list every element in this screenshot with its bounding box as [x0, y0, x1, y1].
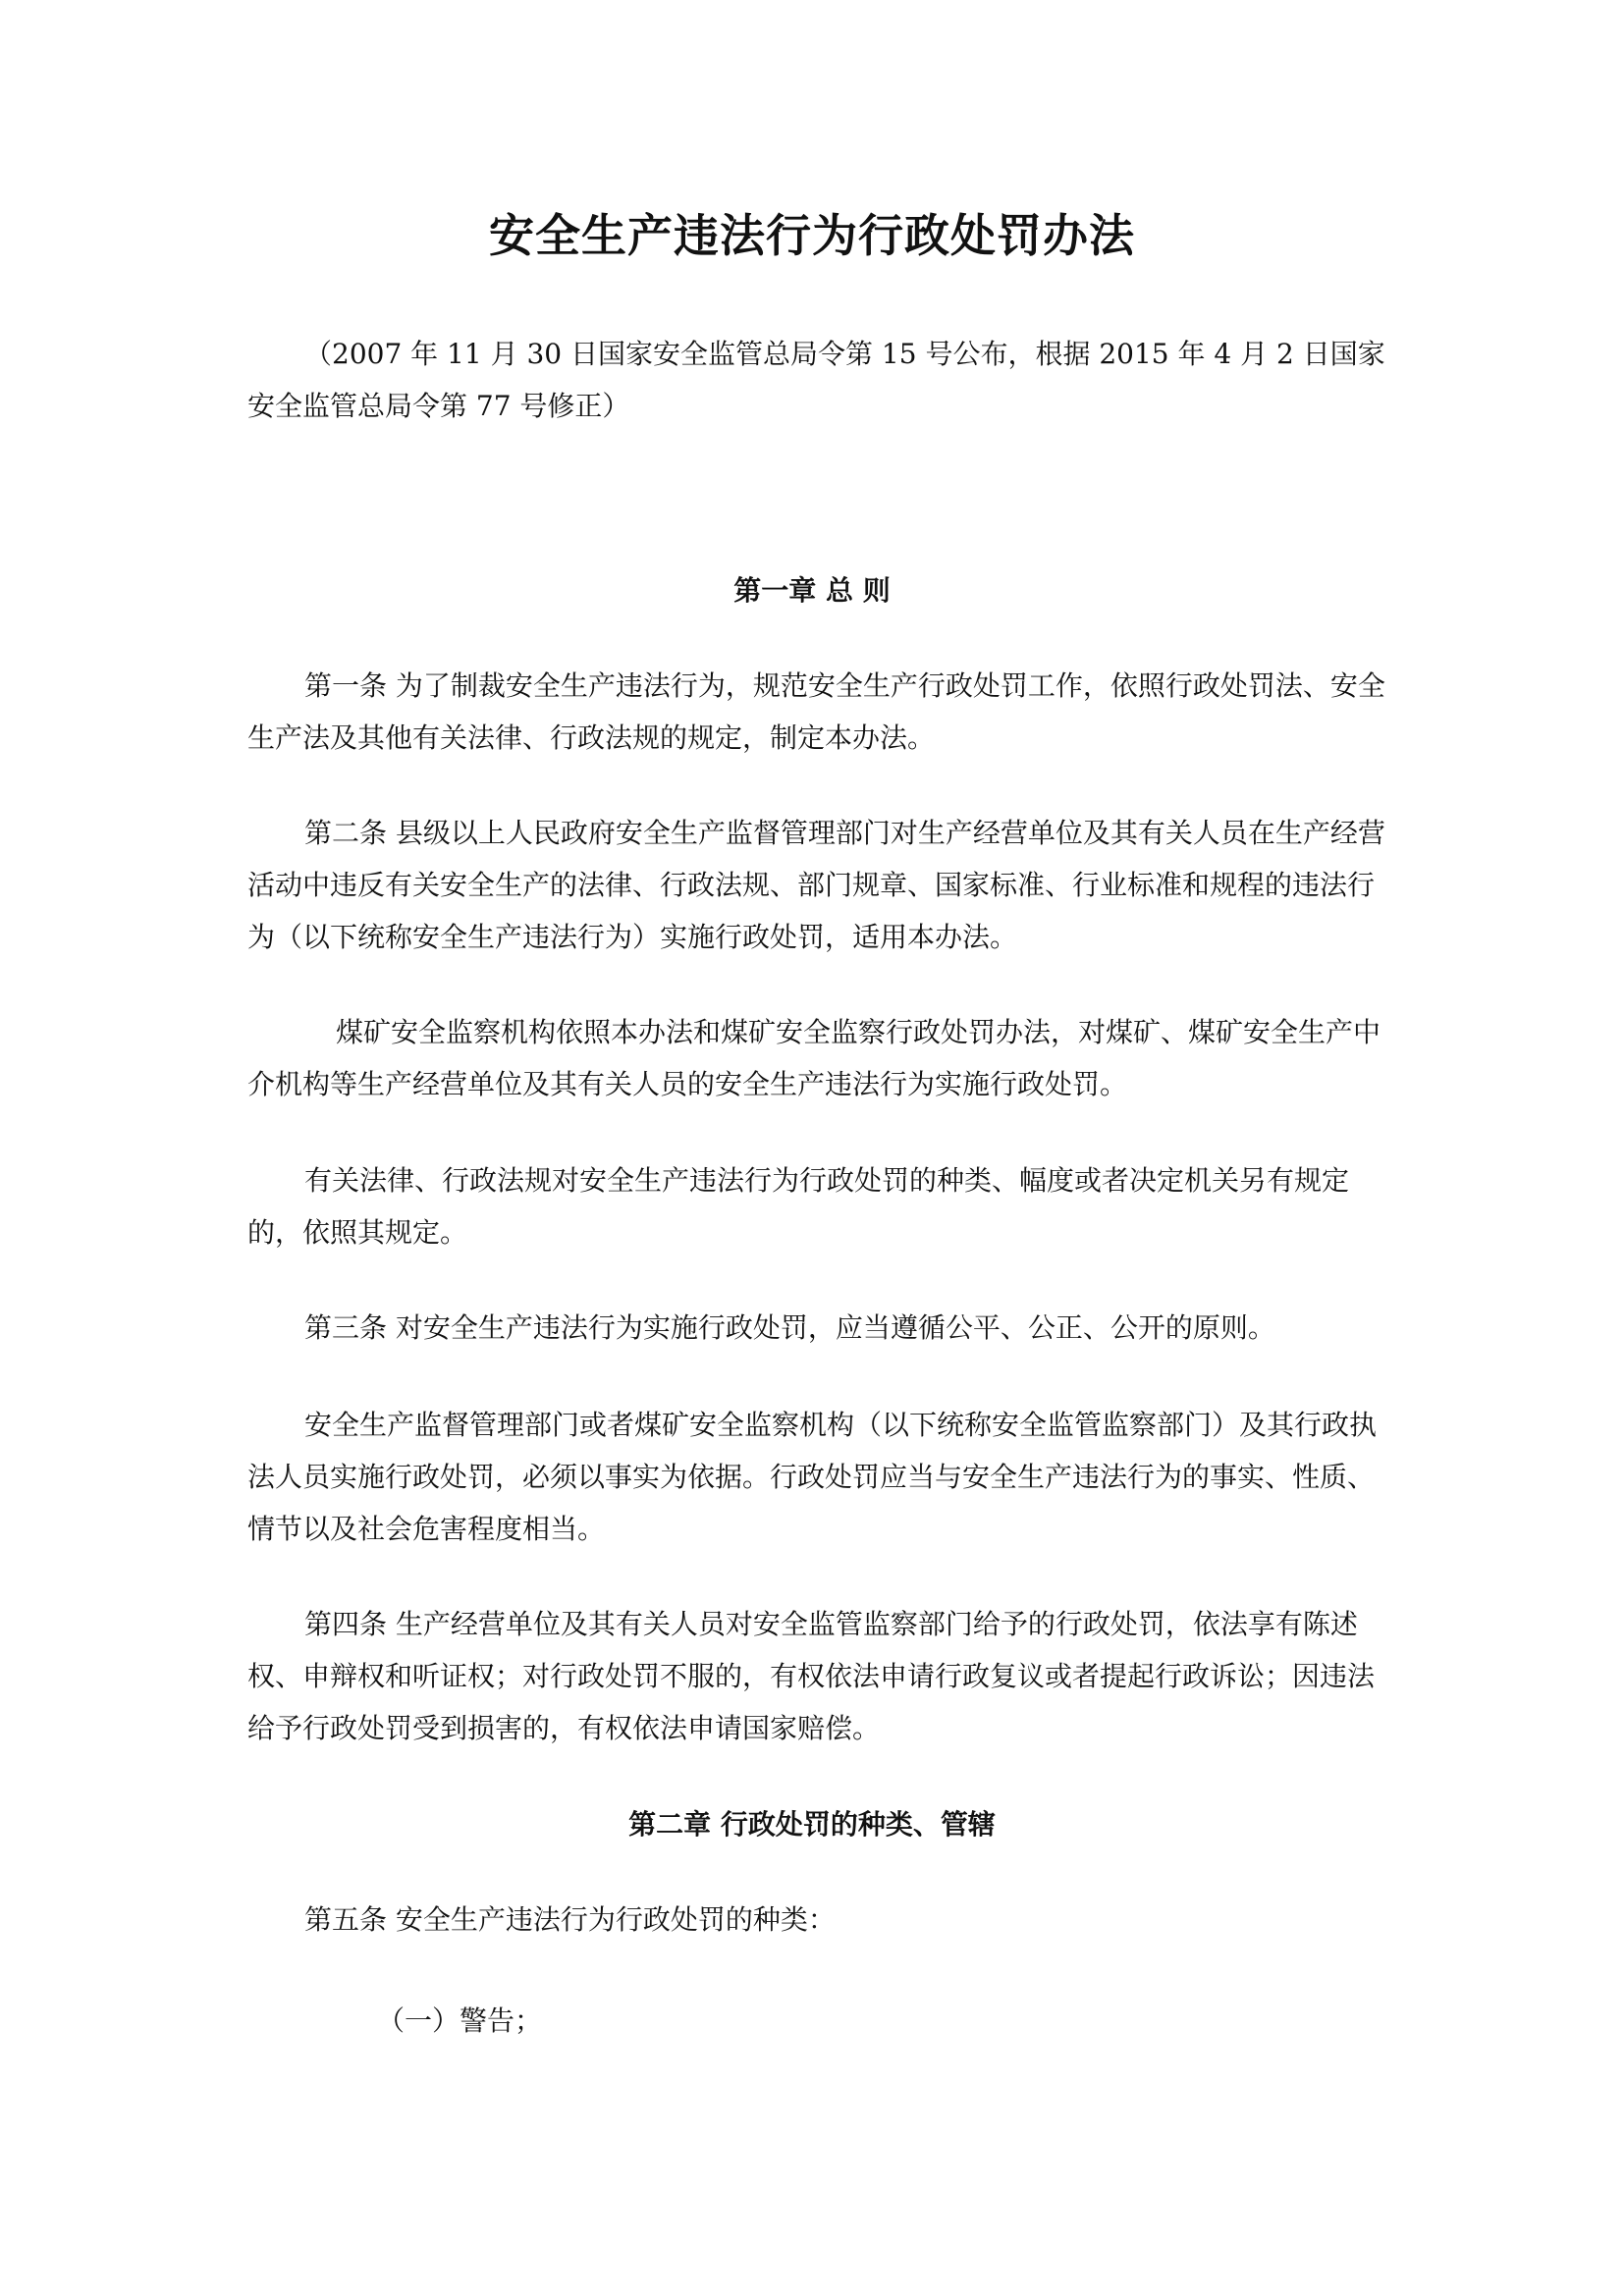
article-paragraph: 第三条 对安全生产违法行为实施行政处罚，应当遵循公平、公正、公开的原则。 — [304, 1311, 1275, 1344]
document-title: 安全生产违法行为行政处罚办法 — [489, 209, 1135, 262]
article-paragraph: 第五条 安全生产违法行为行政处罚的种类： — [304, 1903, 836, 1936]
chapter-heading: 第二章 行政处罚的种类、管辖 — [628, 1808, 996, 1841]
list-item: （一）警告； — [377, 2004, 543, 2037]
article-paragraph: 煤矿安全监察机构依照本办法和煤矿安全监察行政处罚办法，对煤矿、煤矿安全生产中介机构等生产经营单位及其有关人员的安全生产违法行为实施行政处罚。 — [247, 1016, 1381, 1100]
article-paragraph: 第二条 县级以上人民政府安全生产监督管理部门对生产经营单位及其有关人员在生产经营活动中违反有关安全生产的法律、行政法规、部门规章、国家标准、行业标准和规程的违法行为（以下统称安全生产违法行为）实施行政处罚，适用本办法。 — [247, 817, 1385, 953]
article-paragraph: 有关法律、行政法规对安全生产违法行为行政处罚的种类、幅度或者决定机关另有规定的，依照其规定。 — [247, 1164, 1350, 1249]
article-paragraph: 第一条 为了制裁安全生产违法行为，规范安全生产行政处罚工作，依照行政处罚法、安全生产法及其他有关法律、行政法规的规定，制定本办法。 — [247, 669, 1385, 754]
article-paragraph: 安全生产监督管理部门或者煤矿安全监察机构（以下统称安全监管监察部门）及其行政执法人员实施行政处罚，必须以事实为依据。行政处罚应当与安全生产违法行为的事实、性质、情节以及社会危害程度相当。 — [247, 1409, 1378, 1545]
article-paragraph: 第四条 生产经营单位及其有关人员对安全监管监察部门给予的行政处罚，依法享有陈述权、申辩权和听证权；对行政处罚不服的，有权依法申请行政复议或者提起行政诉讼；因违法给予行政处罚受到损害的，有权依法申请国家赔偿。 — [247, 1608, 1376, 1744]
document-subtitle: （2007 年 11 月 30 日国家安全监管总局令第 15 号公布，根据 2015 年 4 月 2 日国家安全监管总局令第 77 号修正） — [247, 338, 1385, 422]
chapter-heading: 第一章 总 则 — [733, 574, 891, 607]
